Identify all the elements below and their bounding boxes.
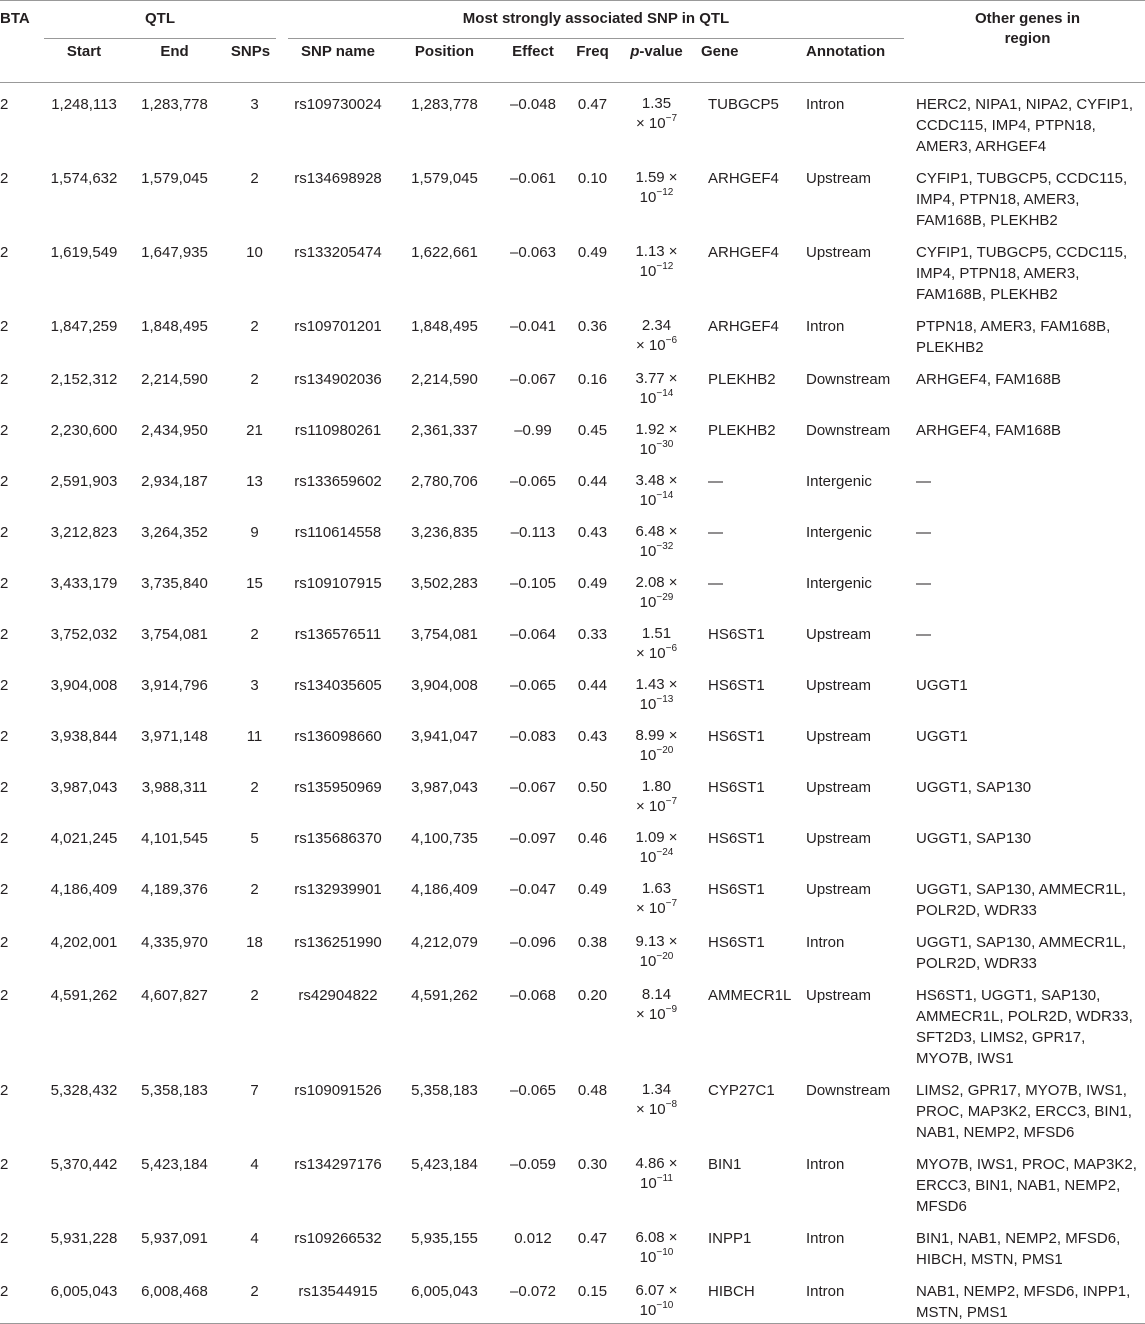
table-row — [0, 817, 1145, 868]
cell-annotation: Upstream — [806, 830, 872, 847]
cell-position: 2,214,590 — [411, 371, 478, 388]
cell-end: 6,008,468 — [130, 1270, 219, 1324]
cell-snps: 10 — [246, 244, 263, 261]
cell-freq: 0.20 — [577, 987, 608, 1004]
cell-annotation: Intron — [806, 1156, 845, 1173]
cell-snp-name: rs110980261 — [294, 422, 382, 439]
cell-p-value: 9.13 × $10^{-20}$ — [635, 933, 678, 970]
cell-bta: 2 — [0, 371, 9, 388]
cell-snp-name: rs136098660 — [294, 728, 382, 745]
cell-snp-name: rs136576511 — [294, 626, 382, 643]
cell-p-value: 3.48 × $10^{-14}$ — [635, 472, 678, 509]
cell-other-genes: BIN1, NAB1, NEMP2, MFSD6, HIBCH, MSTN, PMS1 — [916, 1230, 1121, 1268]
cell-position: 2,780,706 — [411, 473, 478, 490]
cell-bta: 2 — [0, 1156, 9, 1173]
cell-p-value: 1.13 × $10^{-12}$ — [635, 243, 678, 280]
cell-freq: 0.43 — [577, 524, 608, 541]
cell-other-genes: HERC2, NIPA1, NIPA2, CYFIP1, CCDC115, IMP4, PTPN18, AMER3, ARHGEF4 — [916, 96, 1134, 155]
table-header — [0, 1, 1145, 83]
cell-start: 5,370,442 — [50, 1156, 118, 1173]
cell-bta: 2 — [0, 987, 9, 1004]
cell-other-genes: NAB1, NEMP2, MFSD6, INPP1, MSTN, PMS1 — [910, 1270, 1145, 1324]
cell-effect: –0.065 — [510, 677, 556, 694]
cell-effect: –0.063 — [510, 244, 556, 261]
cell-freq: 0.49 — [577, 575, 608, 592]
cell-gene: HS6ST1 — [708, 934, 765, 951]
cell-effect: –0.065 — [510, 473, 556, 490]
cell-p-value: 6.08 × $10^{-10}$ — [635, 1229, 678, 1266]
cell-position: 1,283,778 — [411, 96, 478, 113]
cell-annotation: Upstream — [806, 677, 872, 694]
cell-annotation: Upstream — [806, 987, 872, 1004]
cell-freq: 0.49 — [577, 244, 608, 261]
cell-start: 6,005,043 — [38, 1270, 130, 1324]
cell-annotation: Intergenic — [806, 575, 872, 592]
cell-snp-name: rs134297176 — [294, 1156, 382, 1173]
cell-position: 4,186,409 — [411, 881, 478, 898]
cell-bta: 2 — [0, 1270, 38, 1324]
cell-gene: TUBGCP5 — [708, 96, 779, 113]
cell-snps: 5 — [250, 830, 259, 847]
cell-start: 4,591,262 — [50, 987, 118, 1004]
cell-gene: INPP1 — [708, 1230, 752, 1247]
cell-position: 1,848,495 — [411, 318, 478, 335]
cell-start: 4,021,245 — [50, 830, 118, 847]
cell-end: 1,283,778 — [141, 96, 208, 113]
cell-position: 5,423,184 — [411, 1156, 478, 1173]
cell-annotation: Upstream — [806, 626, 872, 643]
cell-snps: 3 — [250, 96, 259, 113]
cell-bta: 2 — [0, 524, 9, 541]
cell-position: 1,622,661 — [411, 244, 478, 261]
header-gene: Gene — [701, 43, 739, 60]
cell-end: 5,937,091 — [141, 1230, 208, 1247]
cell-p-value: 2.34 × $10^{-6}$ — [635, 317, 678, 354]
cell-p-value: 1.34 × $10^{-8}$ — [635, 1081, 678, 1118]
table-row — [0, 231, 1145, 305]
cell-start: 3,433,179 — [50, 575, 118, 592]
table-row — [0, 511, 1145, 562]
cell-snps: 4 — [250, 1156, 259, 1173]
cell-snp-name: rs13544915 — [282, 1270, 394, 1324]
cell-bta: 2 — [0, 677, 9, 694]
cell-freq: 0.33 — [577, 626, 608, 643]
table-row — [0, 358, 1145, 409]
cell-bta: 2 — [0, 626, 9, 643]
cell-p-value: 2.08 × $10^{-29}$ — [635, 574, 678, 611]
cell-bta: 2 — [0, 473, 9, 490]
cell-snps: 3 — [250, 677, 259, 694]
cell-annotation: Upstream — [806, 244, 872, 261]
table-row — [0, 766, 1145, 817]
cell-start: 3,904,008 — [50, 677, 118, 694]
cell-bta: 2 — [0, 934, 9, 951]
cell-start: 2,591,903 — [50, 473, 118, 490]
table-row — [0, 613, 1145, 664]
table-row — [0, 562, 1145, 613]
cell-start: 3,212,823 — [50, 524, 118, 541]
cell-effect: –0.068 — [510, 987, 556, 1004]
cell-end: 5,423,184 — [141, 1156, 208, 1173]
cell-end: 2,934,187 — [141, 473, 208, 490]
cell-start: 3,938,844 — [50, 728, 118, 745]
table-row — [0, 460, 1145, 511]
cell-snps: 4 — [250, 1230, 259, 1247]
cell-gene: CYP27C1 — [708, 1082, 775, 1099]
cell-freq: 0.46 — [577, 830, 608, 847]
cell-end: 1,647,935 — [141, 244, 208, 261]
cell-annotation: Upstream — [806, 170, 872, 187]
table-row — [0, 715, 1145, 766]
cell-gene: HS6ST1 — [708, 881, 765, 898]
cell-gene: HS6ST1 — [708, 626, 765, 643]
cell-bta: 2 — [0, 170, 9, 187]
cell-other-genes: UGGT1, SAP130, AMMECR1L, POLR2D, WDR33 — [916, 934, 1127, 972]
cell-position: 2,361,337 — [411, 422, 478, 439]
header-qtl: QTL — [38, 1, 282, 42]
cell-gene: HS6ST1 — [708, 830, 765, 847]
cell-position: 3,502,283 — [411, 575, 478, 592]
cell-p-value: 1.59 × $10^{-12}$ — [635, 169, 678, 206]
cell-effect: –0.097 — [510, 830, 556, 847]
cell-snps: 2 — [250, 170, 259, 187]
table-row — [0, 868, 1145, 921]
cell-p-value: 6.07 × $10^{-10}$ — [614, 1270, 699, 1324]
cell-bta: 2 — [0, 318, 9, 335]
cell-snps: 2 — [250, 987, 259, 1004]
cell-end: 5,358,183 — [141, 1082, 208, 1099]
cell-effect: –0.105 — [510, 575, 556, 592]
cell-annotation: Downstream — [806, 371, 891, 388]
header-bta: BTA — [0, 10, 30, 27]
cell-position: 5,935,155 — [411, 1230, 478, 1247]
cell-start: 1,619,549 — [50, 244, 118, 261]
cell-start: 1,847,259 — [50, 318, 118, 335]
cell-other-genes: UGGT1, SAP130, AMMECR1L, POLR2D, WDR33 — [916, 881, 1127, 919]
cell-snp-name: rs109107915 — [294, 575, 382, 592]
cell-effect: –0.047 — [510, 881, 556, 898]
cell-bta: 2 — [0, 244, 9, 261]
header-snp-name: SNP name — [301, 43, 375, 60]
cell-p-value: 1.80 × $10^{-7}$ — [635, 778, 678, 815]
cell-position: 3,904,008 — [411, 677, 478, 694]
cell-snp-name: rs109091526 — [294, 1082, 382, 1099]
cell-effect: –0.067 — [510, 371, 556, 388]
cell-gene: ARHGEF4 — [708, 170, 779, 187]
cell-snp-name: rs42904822 — [298, 987, 378, 1004]
cell-snps: 7 — [250, 1082, 259, 1099]
cell-p-value: 1.63 × $10^{-7}$ — [635, 880, 678, 917]
cell-annotation: Downstream — [806, 422, 891, 439]
header-end: End — [160, 43, 189, 60]
cell-bta: 2 — [0, 881, 9, 898]
cell-other-genes: PTPN18, AMER3, FAM168B, PLEKHB2 — [916, 318, 1111, 356]
cell-start: 2,230,600 — [50, 422, 118, 439]
cell-start: 1,248,113 — [51, 96, 117, 113]
cell-effect: 0.012 — [514, 1230, 552, 1247]
cell-snp-name: rs134035605 — [294, 677, 382, 694]
cell-other-genes: HS6ST1, UGGT1, SAP130, AMMECR1L, POLR2D, WDR33, SFT2D3, LIMS2, GPR17, MYO7B, IWS1 — [916, 987, 1133, 1067]
cell-annotation: Intron — [806, 318, 845, 335]
cell-snp-name: rs109701201 — [294, 318, 382, 335]
cell-freq: 0.47 — [577, 96, 608, 113]
cell-other-genes: UGGT1 — [916, 728, 968, 745]
cell-gene: AMMECR1L — [708, 987, 792, 1004]
cell-gene: — — [708, 524, 723, 541]
cell-p-value: 6.48 × $10^{-32}$ — [635, 523, 678, 560]
cell-other-genes: — — [916, 575, 932, 592]
cell-start: 5,328,432 — [50, 1082, 118, 1099]
cell-other-genes: ARHGEF4, FAM168B — [916, 422, 1062, 439]
cell-annotation: Intron — [803, 1270, 910, 1324]
cell-annotation: Upstream — [806, 779, 872, 796]
cell-annotation: Intergenic — [806, 524, 872, 541]
table-row — [0, 1143, 1145, 1217]
cell-end: 2,434,950 — [141, 422, 208, 439]
cell-freq: 0.45 — [577, 422, 608, 439]
cell-snp-name: rs110614558 — [294, 524, 382, 541]
cell-snps: 18 — [246, 934, 263, 951]
cell-end: 1,848,495 — [141, 318, 208, 335]
cell-p-value: 4.86 × $10^{-11}$ — [635, 1155, 678, 1192]
table-row — [0, 1217, 1145, 1270]
cell-gene: BIN1 — [708, 1156, 742, 1173]
cell-effect: –0.064 — [510, 626, 556, 643]
cell-snps: 2 — [250, 779, 259, 796]
cell-p-value: 1.51 × $10^{-6}$ — [635, 625, 678, 662]
cell-snps: 2 — [250, 318, 259, 335]
cell-snps: 2 — [250, 881, 259, 898]
cell-p-value: 1.92 × $10^{-30}$ — [635, 421, 678, 458]
cell-end: 3,754,081 — [141, 626, 208, 643]
cell-end: 4,189,376 — [141, 881, 208, 898]
cell-freq: 0.44 — [577, 677, 608, 694]
cell-bta: 2 — [0, 422, 9, 439]
cell-end: 4,335,970 — [141, 934, 208, 951]
cell-end: 3,988,311 — [141, 779, 208, 796]
cell-start: 5,931,228 — [50, 1230, 118, 1247]
table-row — [0, 1069, 1145, 1143]
cell-position: 4,212,079 — [411, 934, 478, 951]
cell-start: 1,574,632 — [50, 170, 118, 187]
cell-snp-name: rs132939901 — [294, 881, 382, 898]
cell-other-genes: MYO7B, IWS1, PROC, MAP3K2, ERCC3, BIN1, NAB1, NEMP2, MFSD6 — [916, 1156, 1137, 1215]
cell-snps: 15 — [246, 575, 263, 592]
cell-other-genes: CYFIP1, TUBGCP5, CCDC115, IMP4, PTPN18, AMER3, FAM168B, PLEKHB2 — [916, 244, 1128, 303]
cell-start: 4,186,409 — [50, 881, 118, 898]
cell-p-value: 8.99 × $10^{-20}$ — [635, 727, 678, 764]
cell-end: 3,264,352 — [141, 524, 208, 541]
cell-gene: — — [708, 575, 723, 592]
table-row — [0, 921, 1145, 974]
cell-end: 3,971,148 — [141, 728, 208, 745]
cell-effect: –0.083 — [510, 728, 556, 745]
cell-snps: 13 — [246, 473, 263, 490]
cell-snps: 2 — [219, 1270, 282, 1324]
cell-gene: PLEKHB2 — [708, 371, 776, 388]
cell-freq: 0.36 — [577, 318, 608, 335]
cell-end: 3,735,840 — [141, 575, 208, 592]
cell-gene: HS6ST1 — [708, 677, 765, 694]
cell-snp-name: rs136251990 — [294, 934, 382, 951]
header-freq: Freq — [576, 43, 609, 60]
cell-effect: –0.061 — [510, 170, 556, 187]
cell-freq: 0.44 — [577, 473, 608, 490]
cell-end: 2,214,590 — [141, 371, 208, 388]
cell-effect: –0.059 — [510, 1156, 556, 1173]
cell-snp-name: rs135686370 — [294, 830, 382, 847]
cell-freq: 0.16 — [577, 371, 608, 388]
cell-bta: 2 — [0, 830, 9, 847]
cell-annotation: Upstream — [806, 728, 872, 745]
cell-snps: 2 — [250, 626, 259, 643]
cell-snp-name: rs109266532 — [294, 1230, 382, 1247]
cell-snp-name: rs109730024 — [294, 96, 382, 113]
cell-other-genes: UGGT1 — [916, 677, 968, 694]
cell-position: 3,941,047 — [411, 728, 478, 745]
cell-other-genes: — — [916, 473, 932, 490]
cell-start: 2,152,312 — [50, 371, 118, 388]
header-p-value: p-value — [630, 43, 683, 60]
cell-freq: 0.38 — [577, 934, 608, 951]
cell-effect: –0.99 — [514, 422, 552, 439]
cell-position: 4,100,735 — [411, 830, 478, 847]
cell-freq: 0.43 — [577, 728, 608, 745]
cell-position: 3,987,043 — [411, 779, 478, 796]
cell-p-value: 3.77 × $10^{-14}$ — [635, 370, 678, 407]
header-effect: Effect — [512, 43, 554, 60]
table-row — [0, 1270, 1145, 1324]
cell-annotation: Intergenic — [806, 473, 872, 490]
cell-freq: 0.15 — [571, 1270, 614, 1324]
cell-bta: 2 — [0, 779, 9, 796]
header-position: Position — [414, 43, 475, 60]
cell-freq: 0.50 — [577, 779, 608, 796]
cell-gene: ARHGEF4 — [708, 244, 779, 261]
cell-freq: 0.47 — [577, 1230, 608, 1247]
header-snps: SNPs — [230, 43, 271, 60]
header-other-genes: Other genes in region — [975, 10, 1081, 47]
cell-position: 4,591,262 — [411, 987, 478, 1004]
table-row — [0, 974, 1145, 1069]
cell-effect: –0.096 — [510, 934, 556, 951]
cell-freq: 0.48 — [577, 1082, 608, 1099]
table-body — [0, 83, 1145, 1324]
cell-position: 3,754,081 — [411, 626, 478, 643]
cell-start: 3,752,032 — [50, 626, 118, 643]
cell-start: 3,987,043 — [50, 779, 118, 796]
cell-snps: 9 — [250, 524, 259, 541]
cell-snp-name: rs134902036 — [294, 371, 382, 388]
cell-end: 4,101,545 — [141, 830, 208, 847]
cell-freq: 0.49 — [577, 881, 608, 898]
cell-start: 4,202,001 — [50, 934, 118, 951]
cell-other-genes: — — [916, 524, 932, 541]
cell-other-genes: UGGT1, SAP130 — [916, 830, 1032, 847]
cell-bta: 2 — [0, 96, 9, 113]
cell-snps: 2 — [250, 371, 259, 388]
cell-annotation: Upstream — [806, 881, 872, 898]
cell-annotation: Intron — [806, 934, 845, 951]
cell-other-genes: UGGT1, SAP130 — [916, 779, 1032, 796]
cell-gene: HS6ST1 — [708, 728, 765, 745]
cell-gene: PLEKHB2 — [708, 422, 776, 439]
cell-position: 5,358,183 — [411, 1082, 478, 1099]
cell-other-genes: LIMS2, GPR17, MYO7B, IWS1, PROC, MAP3K2, ERCC3, BIN1, NAB1, NEMP2, MFSD6 — [916, 1082, 1132, 1141]
cell-other-genes: ARHGEF4, FAM168B — [916, 371, 1062, 388]
cell-bta: 2 — [0, 1082, 9, 1099]
cell-p-value: 1.43 × $10^{-13}$ — [635, 676, 678, 713]
table-row — [0, 157, 1145, 231]
table-row — [0, 664, 1145, 715]
cell-bta: 2 — [0, 575, 9, 592]
cell-position: 3,236,835 — [411, 524, 478, 541]
table-row — [0, 305, 1145, 358]
cell-snps: 11 — [246, 728, 263, 745]
cell-gene: — — [708, 473, 723, 490]
cell-position: 1,579,045 — [411, 170, 478, 187]
cell-position: 6,005,043 — [394, 1270, 495, 1324]
table-row — [0, 409, 1145, 460]
cell-other-genes: — — [916, 626, 932, 643]
cell-snp-name: rs133205474 — [294, 244, 382, 261]
cell-effect: –0.048 — [510, 96, 556, 113]
cell-bta: 2 — [0, 728, 9, 745]
cell-end: 3,914,796 — [141, 677, 208, 694]
cell-annotation: Downstream — [806, 1082, 891, 1099]
cell-annotation: Intron — [806, 96, 845, 113]
cell-annotation: Intron — [806, 1230, 845, 1247]
cell-other-genes: CYFIP1, TUBGCP5, CCDC115, IMP4, PTPN18, AMER3, FAM168B, PLEKHB2 — [916, 170, 1128, 229]
cell-effect: –0.067 — [510, 779, 556, 796]
cell-end: 4,607,827 — [141, 987, 208, 1004]
cell-p-value: 8.14 × $10^{-9}$ — [635, 986, 678, 1023]
cell-p-value: 1.09 × $10^{-24}$ — [635, 829, 678, 866]
cell-p-value: 1.35 × $10^{-7}$ — [635, 95, 678, 132]
cell-freq: 0.10 — [577, 170, 608, 187]
cell-freq: 0.30 — [577, 1156, 608, 1173]
cell-gene: ARHGEF4 — [708, 318, 779, 335]
cell-snp-name: rs134698928 — [294, 170, 382, 187]
header-annotation: Annotation — [806, 43, 886, 60]
cell-snp-name: rs135950969 — [294, 779, 382, 796]
cell-gene: HIBCH — [699, 1270, 803, 1324]
cell-effect: –0.113 — [510, 524, 556, 541]
cell-snps: 21 — [246, 422, 263, 439]
cell-end: 1,579,045 — [141, 170, 208, 187]
header-start: Start — [66, 43, 102, 60]
cell-gene: HS6ST1 — [708, 779, 765, 796]
cell-effect: –0.065 — [510, 1082, 556, 1099]
header-snp-group: Most strongly associated SNP in QTL — [282, 1, 910, 42]
cell-snp-name: rs133659602 — [294, 473, 382, 490]
cell-effect: –0.041 — [510, 318, 556, 335]
cell-bta: 2 — [0, 1230, 9, 1247]
cell-effect: –0.072 — [495, 1270, 571, 1324]
table-row — [0, 83, 1145, 158]
